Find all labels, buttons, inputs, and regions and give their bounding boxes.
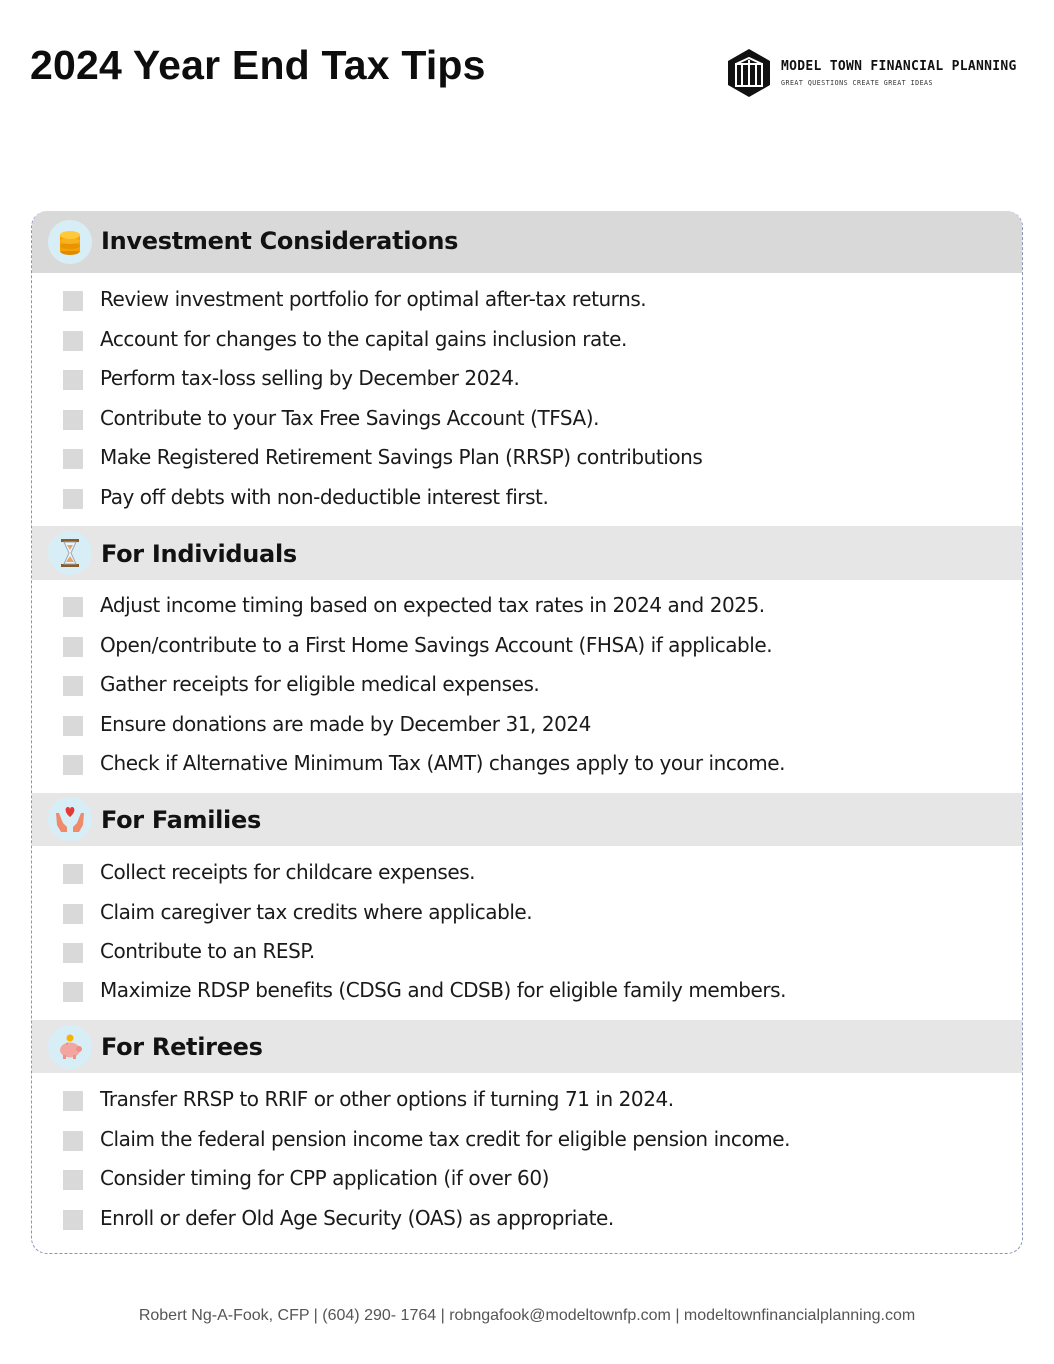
item-text: Claim the federal pension income tax credit for eligible pension income. xyxy=(100,1127,791,1151)
page-title: 2024 Year End Tax Tips xyxy=(30,42,486,88)
hands-heart-icon xyxy=(54,805,86,833)
hourglass-icon xyxy=(59,538,81,568)
section-icon xyxy=(48,797,92,841)
section-title: For Individuals xyxy=(101,540,297,568)
logo-tagline: GREAT QUESTIONS CREATE GREAT IDEAS xyxy=(781,79,933,87)
checklist-item[interactable] xyxy=(62,631,1002,661)
item-text: Maximize RDSP benefits (CDSG and CDSB) for eligible family members. xyxy=(100,978,787,1002)
checkbox[interactable] xyxy=(63,410,83,430)
checklist-item[interactable] xyxy=(62,749,1002,779)
section-icon xyxy=(48,1025,92,1069)
checklist-item[interactable] xyxy=(62,976,1002,1006)
checkbox[interactable] xyxy=(63,943,83,963)
checklist-item[interactable] xyxy=(62,1164,1002,1194)
item-text: Check if Alternative Minimum Tax (AMT) changes apply to your income. xyxy=(100,751,785,775)
checkbox[interactable] xyxy=(63,904,83,924)
item-text: Claim caregiver tax credits where applicable. xyxy=(100,900,533,924)
coins-icon xyxy=(57,227,83,257)
checklist-item[interactable] xyxy=(62,325,1002,355)
item-text: Adjust income timing based on expected tax rates in 2024 and 2025. xyxy=(100,593,765,617)
checklist-item[interactable] xyxy=(62,898,1002,928)
section-title: For Retirees xyxy=(101,1033,263,1061)
checklist-item[interactable] xyxy=(62,858,1002,888)
item-text: Collect receipts for childcare expenses. xyxy=(100,860,476,884)
item-text: Pay off debts with non-deductible interest first. xyxy=(100,485,549,509)
item-text: Transfer RRSP to RRIF or other options if turning 71 in 2024. xyxy=(100,1087,674,1111)
checkbox[interactable] xyxy=(63,1131,83,1151)
contact-footer: Robert Ng-A-Fook, CFP | (604) 290- 1764 | robngafook@modeltownfp.com | modeltownfinancialplanning.com xyxy=(138,1307,916,1324)
item-text: Perform tax-loss selling by December 2024. xyxy=(100,366,520,390)
company-logo xyxy=(726,48,1017,100)
item-text: Enroll or defer Old Age Security (OAS) as appropriate. xyxy=(100,1206,614,1230)
section-investment-header xyxy=(32,211,1022,273)
item-text: Make Registered Retirement Savings Plan (RRSP) contributions xyxy=(100,445,703,469)
section-families-header xyxy=(32,793,1022,846)
item-text: Gather receipts for eligible medical expenses. xyxy=(100,672,540,696)
checkbox[interactable] xyxy=(63,755,83,775)
checklist-item[interactable] xyxy=(62,443,1002,473)
item-text: Ensure donations are made by December 31, 2024 xyxy=(100,712,591,736)
checkbox[interactable] xyxy=(63,331,83,351)
checklist-item[interactable] xyxy=(62,404,1002,434)
checklist-item[interactable] xyxy=(62,670,1002,700)
item-text: Review investment portfolio for optimal after-tax returns. xyxy=(100,287,647,311)
checkbox[interactable] xyxy=(63,370,83,390)
item-text: Contribute to an RESP. xyxy=(100,939,315,963)
checklist-item[interactable] xyxy=(62,1204,1002,1234)
checkbox[interactable] xyxy=(63,676,83,696)
checkbox[interactable] xyxy=(63,1210,83,1230)
item-text: Account for changes to the capital gains inclusion rate. xyxy=(100,327,627,351)
item-text: Contribute to your Tax Free Savings Account (TFSA). xyxy=(100,406,600,430)
section-icon xyxy=(48,220,92,264)
checklist-item[interactable] xyxy=(62,591,1002,621)
section-individuals-header xyxy=(32,526,1022,580)
checkbox[interactable] xyxy=(63,716,83,736)
checkbox[interactable] xyxy=(63,982,83,1002)
checkbox[interactable] xyxy=(63,291,83,311)
piggy-bank-icon xyxy=(56,1033,84,1061)
checklist-item[interactable] xyxy=(62,364,1002,394)
checklist-item[interactable] xyxy=(62,483,1002,513)
checklist-item[interactable] xyxy=(62,285,1002,315)
building-logo-icon xyxy=(726,48,772,98)
checkbox[interactable] xyxy=(63,1091,83,1111)
checkbox[interactable] xyxy=(63,449,83,469)
checklist-item[interactable] xyxy=(62,1125,1002,1155)
section-retirees-header xyxy=(32,1020,1022,1073)
section-icon xyxy=(48,531,92,575)
checklist-item[interactable] xyxy=(62,710,1002,740)
item-text: Open/contribute to a First Home Savings Account (FHSA) if applicable. xyxy=(100,633,773,657)
section-title: Investment Considerations xyxy=(101,227,459,255)
checklist-item[interactable] xyxy=(62,1085,1002,1115)
checkbox[interactable] xyxy=(63,864,83,884)
checkbox[interactable] xyxy=(63,637,83,657)
section-title: For Families xyxy=(101,806,261,834)
checklist-card xyxy=(31,211,1023,1254)
checklist-item[interactable] xyxy=(62,937,1002,967)
checkbox[interactable] xyxy=(63,1170,83,1190)
item-text: Consider timing for CPP application (if over 60) xyxy=(100,1166,549,1190)
checkbox[interactable] xyxy=(63,597,83,617)
checkbox[interactable] xyxy=(63,489,83,509)
logo-name: MODEL TOWN FINANCIAL PLANNING xyxy=(781,59,1017,74)
